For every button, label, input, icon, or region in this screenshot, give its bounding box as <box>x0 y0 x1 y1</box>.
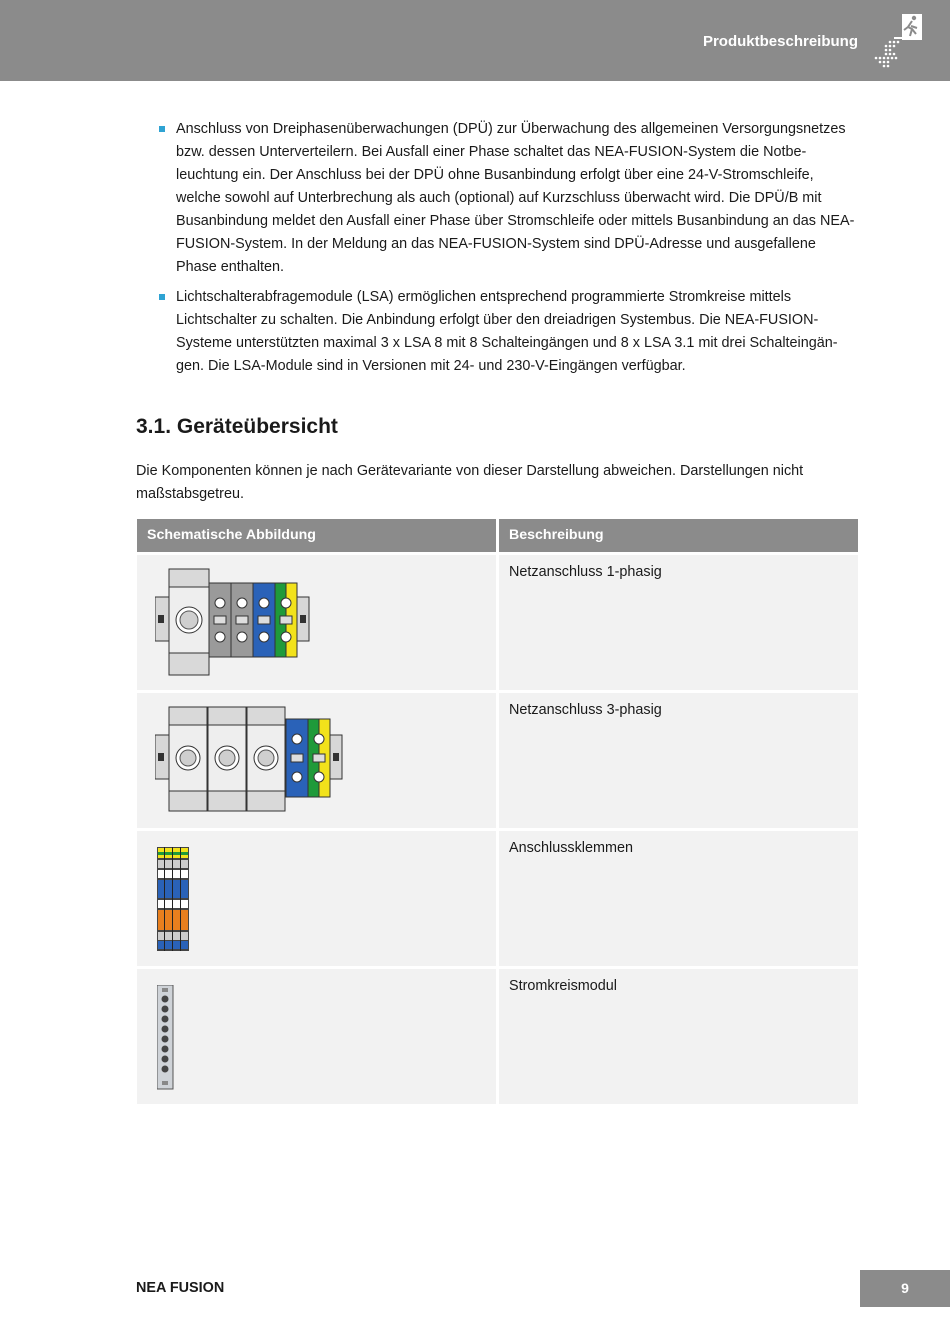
bullet-list <box>158 118 858 385</box>
table-row <box>137 831 858 966</box>
bullet-text: Anschluss von Dreiphasenüberwachungen (DPÜ) zur Überwachung des allgemeinen Versorgungsnetzes bzw. dessen Unterverteilern. Bei Ausfall einer Phase schaltet das NEA-FUSION-System die Notbeleuchtung ein. Der Anschluss bei der DPÜ ohne Busanbindung erfolgt über eine 24-V-Stromschleife, welche sowohl auf Unterbrechung als auch (optional) auf Kurzschluss überwacht wird. Die DPÜ/B mit Busanbindung meldet den Ausfall einer Phase über Stromschleife oder mittels Busanbindung an das NEA-FUSION-System. In der Meldung an das NEA-FUSION-System sind DPÜ-Adresse und ausgefallene Phase enthalten. <box>176 121 855 275</box>
page-header <box>0 0 950 81</box>
device-overview-table <box>137 519 858 1104</box>
illustration-cell <box>137 693 496 828</box>
emergency-exit-icon <box>872 12 924 72</box>
description-cell: Anschlussklemmen <box>499 831 858 966</box>
netzanschluss-1-phasig-illustration <box>155 567 315 677</box>
table-header <box>137 519 858 552</box>
footer-brand: NEA FUSION <box>136 1280 225 1296</box>
bullet-square-icon <box>159 126 165 132</box>
list-item <box>158 118 858 279</box>
stromkreismodul-illustration <box>157 985 181 1095</box>
description-cell: Netzanschluss 3-phasig <box>499 693 858 828</box>
section-intro: Die Komponenten können je nach Gerätevariante von dieser Darstellung abweichen. Darstellungen nicht maßstabsgetreu. <box>136 463 804 502</box>
illustration-cell <box>137 555 496 690</box>
description-cell: Stromkreismodul <box>499 969 858 1104</box>
bullet-square-icon <box>159 294 165 300</box>
bullet-text: Lichtschalterabfragemodule (LSA) ermöglichen entsprechend programmierte Stromkreise mittels Lichtschalter zu schalten. Die Anbindung erfolgt über den dreiadrigen Systembus. Die NEA-FUSION-Systeme unterstützten maximal 3 x LSA 8 mit 8 Schalteingängen und 8 x LSA 3.1 mit drei Schalteingängen. Die LSA-Module sind in Versionen mit 24- und 230-V-Eingängen verfügbar. <box>176 289 838 374</box>
list-item <box>158 286 858 378</box>
anschlussklemmen-illustration <box>157 847 197 957</box>
netzanschluss-3-phasig-illustration <box>155 705 355 815</box>
section-title: 3.1. Geräteübersicht <box>136 415 338 438</box>
table-row <box>137 693 858 828</box>
table-row <box>137 969 858 1104</box>
table-row <box>137 555 858 690</box>
header-cell-description: Beschreibung <box>499 519 858 552</box>
description-cell: Netzanschluss 1-phasig <box>499 555 858 690</box>
header-title: Produktbeschreibung <box>702 33 858 50</box>
page-number: 9 <box>860 1270 950 1307</box>
header-cell-illustration: Schematische Abbildung <box>137 519 496 552</box>
illustration-cell <box>137 969 496 1104</box>
illustration-cell <box>137 831 496 966</box>
